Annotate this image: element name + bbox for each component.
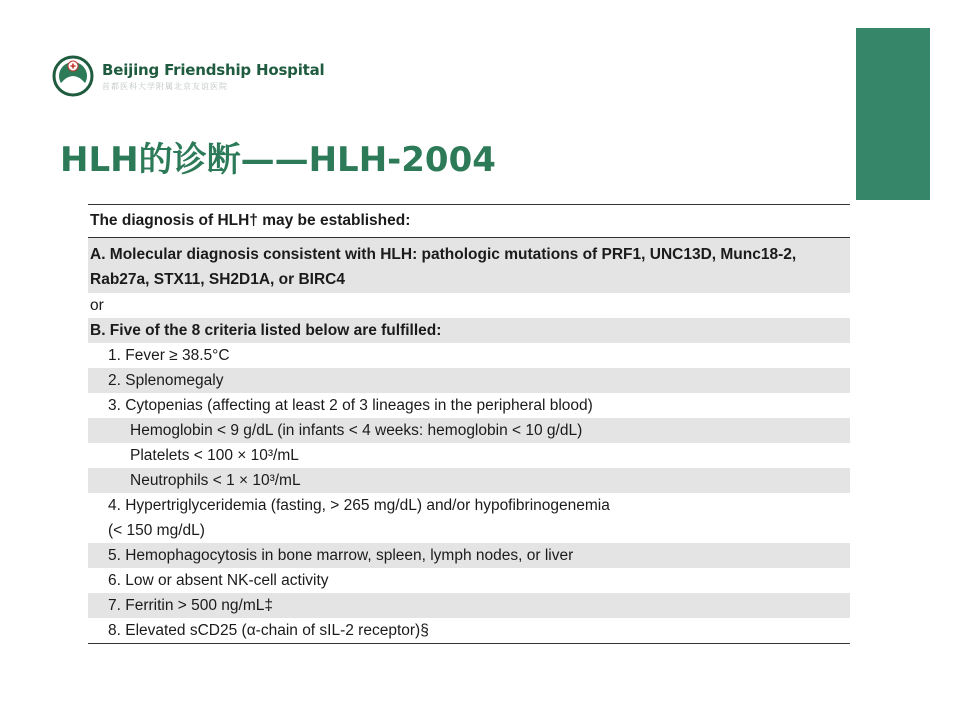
criterion-scd25: 8. Elevated sCD25 (α-chain of sIL-2 receptor)§ (108, 622, 429, 639)
or-separator: or (90, 297, 104, 314)
criterion-neutrophils: Neutrophils < 1 × 10³/mL (88, 468, 850, 493)
criterion-hypertriglyceridemia: 4. Hypertriglyceridemia (fasting, > 265 mg/dL) and/or hypofibrinogenemia (108, 497, 610, 514)
hospital-name: Beijing Friendship Hospital (102, 60, 325, 79)
table-header: The diagnosis of HLH† may be established: (88, 205, 850, 238)
criterion-hemoglobin: Hemoglobin < 9 g/dL (in infants < 4 weeks: hemoglobin < 10 g/dL) (88, 418, 850, 443)
criterion-hemophagocytosis: 5. Hemophagocytosis in bone marrow, spleen, lymph nodes, or liver (88, 543, 850, 568)
criterion-fever: 1. Fever ≥ 38.5°C (108, 347, 230, 364)
criterion-ferritin: 7. Ferritin > 500 ng/mL‡ (88, 593, 850, 618)
accent-bar (856, 28, 930, 200)
hospital-emblem-icon (52, 55, 94, 97)
criterion-platelets: Platelets < 100 × 10³/mL (130, 447, 299, 464)
criterion-a-molecular: A. Molecular diagnosis consistent with HLH: pathologic mutations of PRF1, UNC13D, Munc18-2, Rab27a, STX11, SH2D1A, or BIRC4 (88, 238, 850, 293)
hospital-logo (52, 53, 325, 99)
criterion-cytopenias: 3. Cytopenias (affecting at least 2 of 3 lineages in the peripheral blood) (108, 397, 593, 414)
table-bottom-rule (88, 643, 850, 644)
slide-title: HLH的诊断——HLH-2004 (60, 140, 496, 180)
criterion-hypertriglyceridemia-cont: (< 150 mg/dL) (108, 522, 205, 539)
criterion-nk-activity: 6. Low or absent NK-cell activity (108, 572, 329, 589)
hospital-subtitle: 首都医科大学附属北京友谊医院 (102, 81, 228, 91)
criterion-b-header: B. Five of the 8 criteria listed below are fulfilled: (88, 318, 850, 343)
criteria-table (88, 204, 850, 644)
criterion-splenomegaly: 2. Splenomegaly (88, 368, 850, 393)
